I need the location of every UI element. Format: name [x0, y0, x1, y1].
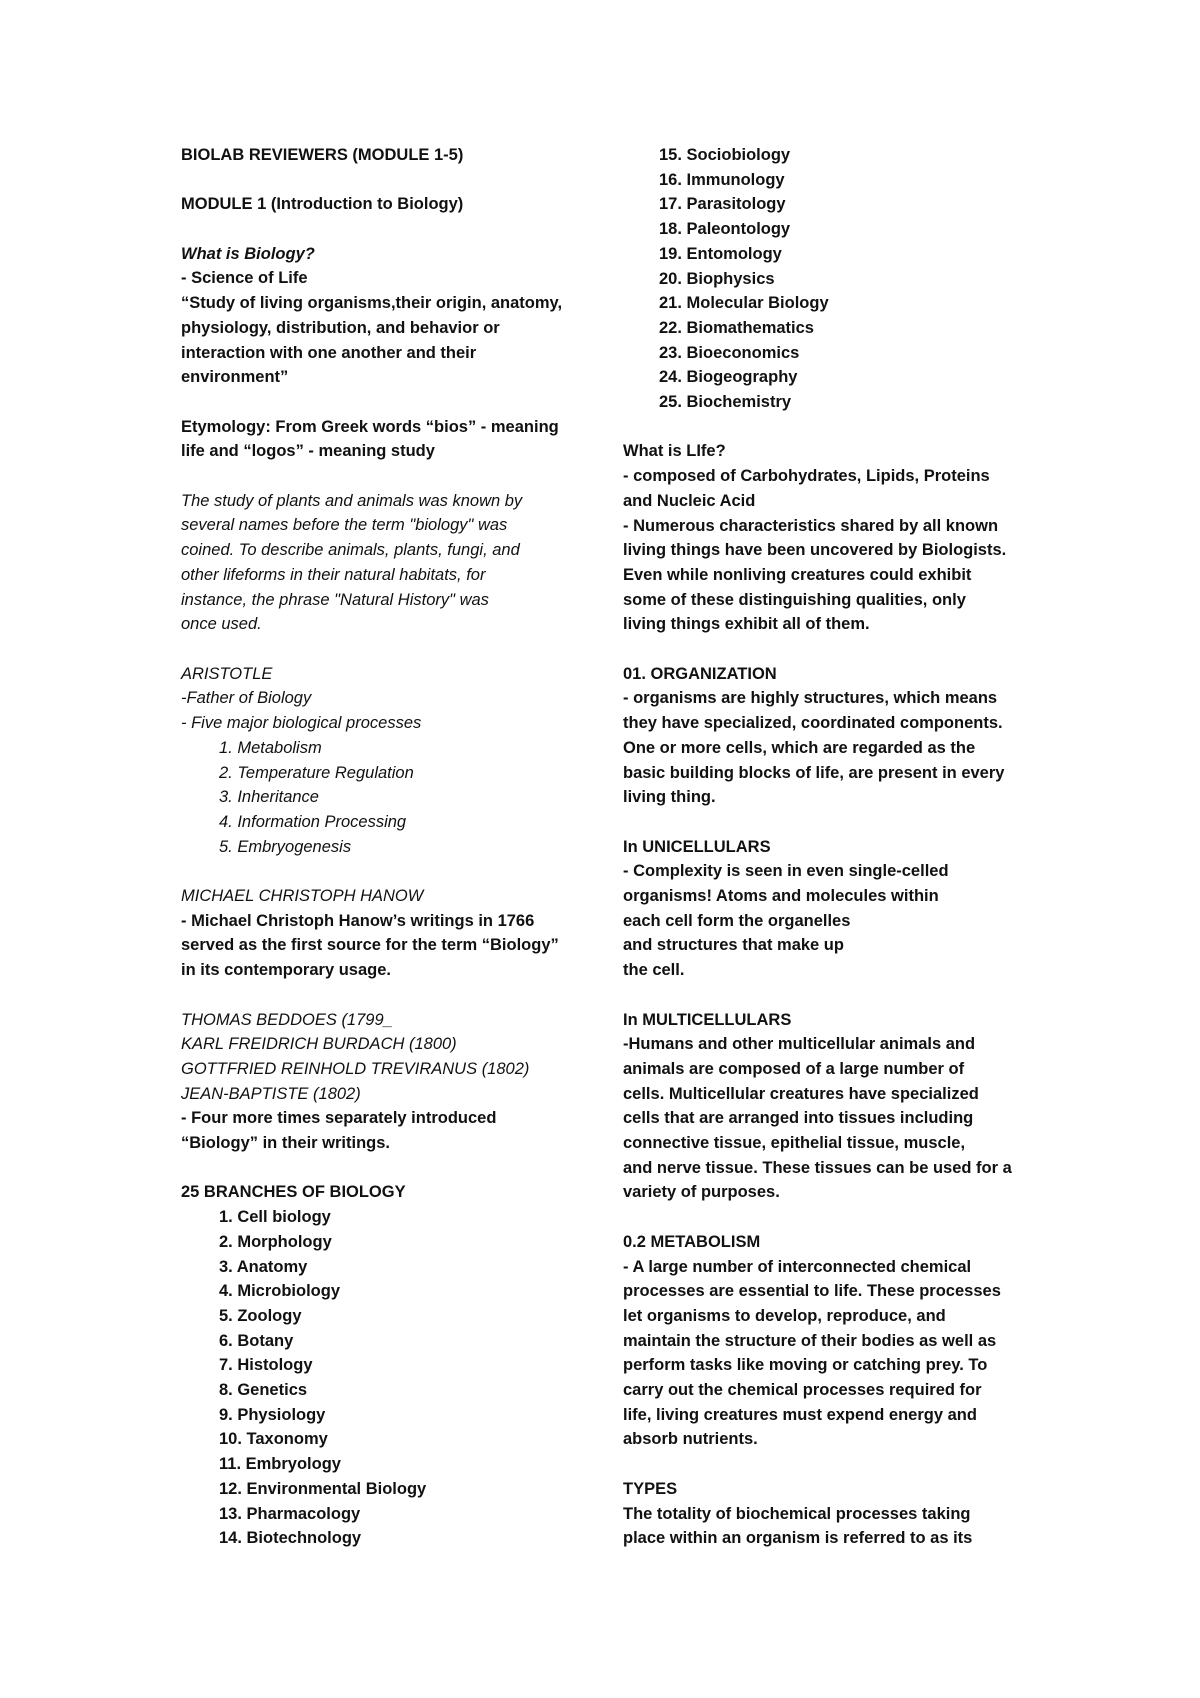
- blank-line: [623, 637, 1053, 662]
- list-item: 5. Embryogenesis: [219, 837, 352, 856]
- text-line: life, living creatures must expend energy and: [623, 1405, 977, 1424]
- text-line: living things exhibit all of them.: [623, 615, 870, 634]
- text-line: served as the first source for the term “Biology”: [181, 936, 559, 955]
- text-line: -Humans and other multicellular animals and: [623, 1035, 976, 1054]
- text-line: living things have been uncovered by Biologists.: [623, 541, 1007, 560]
- text-line: JEAN-BAPTISTE (1802): [181, 1084, 361, 1103]
- text-line: organisms! Atoms and molecules within: [623, 887, 939, 906]
- text-line: - Five major biological processes: [181, 714, 422, 733]
- text-line: ARISTOTLE: [181, 664, 273, 683]
- text-line: instance, the phrase "Natural History" was: [181, 590, 489, 609]
- text-line: THOMAS BEDDOES (1799_: [181, 1010, 393, 1029]
- text-line: Even while nonliving creatures could exhibit: [623, 565, 972, 584]
- text-line: maintain the structure of their bodies as well as: [623, 1331, 997, 1350]
- list-item: 24. Biogeography: [659, 368, 798, 387]
- text-line: TYPES: [623, 1479, 678, 1498]
- list-item: 16. Immunology: [659, 170, 785, 189]
- text-line: living thing.: [623, 788, 716, 807]
- list-item: 4. Information Processing: [219, 812, 407, 831]
- list-item: 11. Embryology: [219, 1455, 341, 1474]
- text-line: let organisms to develop, reproduce, and: [623, 1306, 946, 1325]
- list-item: 7. Histology: [219, 1356, 313, 1375]
- text-line: One or more cells, which are regarded as the: [623, 738, 976, 757]
- text-line: and Nucleic Acid: [623, 491, 756, 510]
- list-item: 13. Pharmacology: [219, 1504, 361, 1523]
- text-line: The totality of biochemical processes taking: [623, 1504, 971, 1523]
- text-line: processes are essential to life. These processes: [623, 1282, 1001, 1301]
- blank-line: [181, 637, 601, 662]
- text-line: - Complexity is seen in even single-celled: [623, 862, 949, 881]
- list-item: 3. Inheritance: [219, 788, 319, 807]
- text-line: carry out the chemical processes required for: [623, 1381, 982, 1400]
- text-line: -Father of Biology: [181, 689, 312, 708]
- blank-line: [623, 810, 1053, 835]
- left-column: [181, 143, 601, 1551]
- text-line: connective tissue, epithelial tissue, muscle,: [623, 1134, 966, 1153]
- list-item: 2. Morphology: [219, 1232, 332, 1251]
- text-line: - Michael Christoph Hanow’s writings in 1766: [181, 911, 535, 930]
- list-item: 4. Microbiology: [219, 1282, 341, 1301]
- text-line: - Four more times separately introduced: [181, 1109, 497, 1128]
- list-item: 1. Metabolism: [219, 738, 322, 757]
- text-line: 0.2 METABOLISM: [623, 1232, 761, 1251]
- list-item: 5. Zoology: [219, 1306, 302, 1325]
- text-line: MICHAEL CHRISTOPH HANOW: [181, 887, 424, 905]
- list-item: 2. Temperature Regulation: [219, 763, 414, 782]
- list-item: 8. Genetics: [219, 1381, 308, 1400]
- blank-line: [181, 168, 601, 193]
- blank-line: [181, 390, 601, 415]
- list-item: 6. Botany: [219, 1331, 294, 1350]
- text-line: In UNICELLULARS: [623, 837, 771, 856]
- text-line: once used.: [181, 615, 262, 634]
- text-line: MODULE 1 (Introduction to Biology): [181, 195, 464, 214]
- list-item: 12. Environmental Biology: [219, 1479, 427, 1498]
- blank-line: [181, 217, 601, 242]
- list-item: 25. Biochemistry: [659, 393, 792, 412]
- text-line: - A large number of interconnected chemical: [623, 1257, 972, 1276]
- text-line: - organisms are highly structures, which means: [623, 689, 998, 708]
- text-line: the cell.: [623, 961, 685, 980]
- text-line: What is Biology?: [181, 244, 315, 263]
- text-line: absorb nutrients.: [623, 1430, 758, 1449]
- blank-line: [181, 464, 601, 489]
- list-item: 18. Paleontology: [659, 220, 791, 239]
- blank-line: [623, 983, 1053, 1008]
- text-line: cells that are arranged into tissues including: [623, 1109, 974, 1128]
- list-item: 1. Cell biology: [219, 1208, 331, 1227]
- text-line: GOTTFRIED REINHOLD TREVIRANUS (1802): [181, 1059, 530, 1078]
- text-line: coined. To describe animals, plants, fungi, and: [181, 541, 520, 560]
- text-line: physiology, distribution, and behavior or: [181, 318, 500, 337]
- text-line: - composed of Carbohydrates, Lipids, Proteins: [623, 467, 990, 486]
- text-line: - Science of Life: [181, 269, 308, 288]
- list-item: 21. Molecular Biology: [659, 294, 829, 313]
- text-line: each cell form the organelles: [623, 911, 851, 930]
- text-line: 25 BRANCHES OF BIOLOGY: [181, 1183, 406, 1202]
- text-line: interaction with one another and their: [181, 343, 477, 362]
- list-item: 22. Biomathematics: [659, 318, 814, 337]
- text-line: and structures that make up: [623, 936, 844, 955]
- text-line: 01. ORGANIZATION: [623, 664, 777, 683]
- list-item: 9. Physiology: [219, 1405, 326, 1424]
- text-line: environment”: [181, 368, 289, 387]
- text-line: they have specialized, coordinated components.: [623, 714, 1003, 733]
- blank-line: [181, 859, 601, 884]
- blank-line: [181, 1156, 601, 1181]
- text-line: several names before the term "biology" was: [181, 516, 508, 535]
- text-line: other lifeforms in their natural habitats, for: [181, 565, 486, 584]
- text-line: some of these distinguishing qualities, only: [623, 590, 966, 609]
- list-item: 15. Sociobiology: [659, 146, 791, 164]
- text-line: Etymology: From Greek words “bios” - meaning: [181, 417, 559, 436]
- list-item: 19. Entomology: [659, 244, 782, 263]
- blank-line: [623, 415, 1053, 440]
- text-line: BIOLAB REVIEWERS (MODULE 1-5): [181, 146, 464, 164]
- list-item: 14. Biotechnology: [219, 1529, 362, 1548]
- list-item: 20. Biophysics: [659, 269, 775, 288]
- text-line: KARL FREIDRICH BURDACH (1800): [181, 1035, 457, 1054]
- list-item: 3. Anatomy: [219, 1257, 308, 1276]
- text-line: “Biology” in their writings.: [181, 1134, 391, 1153]
- right-column: [623, 143, 1053, 1551]
- blank-line: [181, 983, 601, 1008]
- list-item: 17. Parasitology: [659, 195, 786, 214]
- list-item: 10. Taxonomy: [219, 1430, 328, 1449]
- text-line: animals are composed of a large number of: [623, 1059, 965, 1078]
- text-line: cells. Multicellular creatures have specialized: [623, 1084, 979, 1103]
- text-line: basic building blocks of life, are present in every: [623, 763, 1005, 782]
- text-line: In MULTICELLULARS: [623, 1010, 792, 1029]
- text-line: The study of plants and animals was known by: [181, 491, 523, 510]
- text-line: life and “logos” - meaning study: [181, 442, 435, 461]
- text-line: - Numerous characteristics shared by all known: [623, 516, 999, 535]
- text-line: “Study of living organisms,their origin, anatomy,: [181, 294, 563, 313]
- text-line: place within an organism is referred to as its: [623, 1529, 973, 1548]
- text-line: What is LIfe?: [623, 442, 726, 461]
- blank-line: [623, 1452, 1053, 1477]
- text-line: perform tasks like moving or catching prey. To: [623, 1356, 988, 1375]
- list-item: 23. Bioeconomics: [659, 343, 800, 362]
- text-line: in its contemporary usage.: [181, 961, 391, 980]
- blank-line: [623, 1205, 1053, 1230]
- text-line: variety of purposes.: [623, 1183, 780, 1202]
- text-line: and nerve tissue. These tissues can be used for a: [623, 1158, 1012, 1177]
